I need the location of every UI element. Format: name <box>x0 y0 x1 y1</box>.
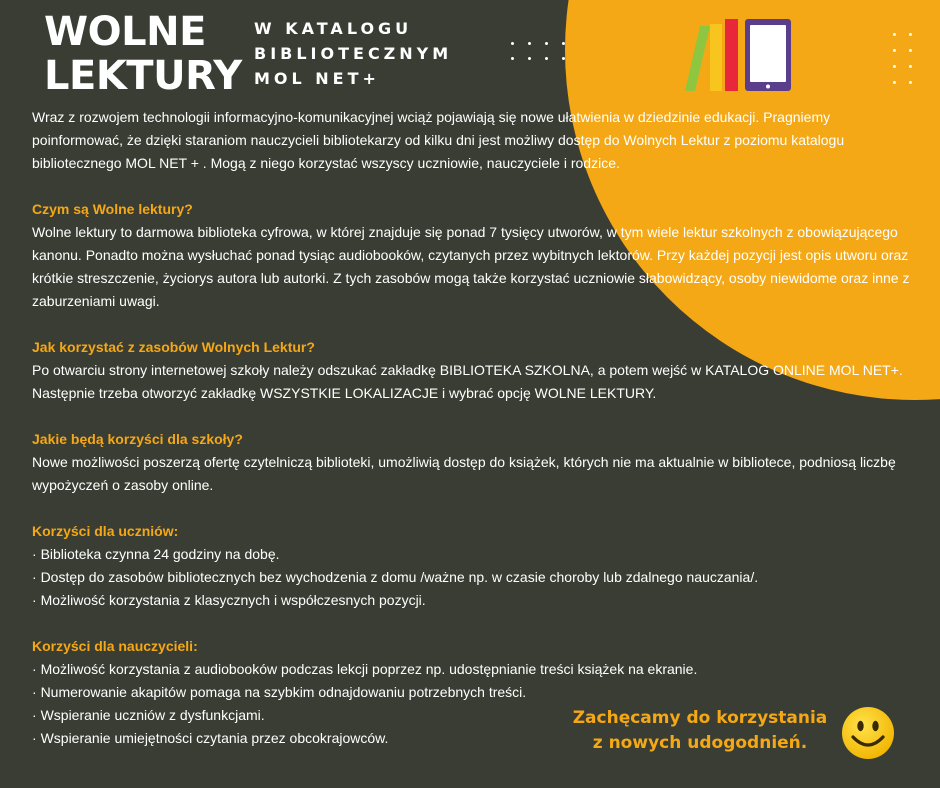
intro-paragraph: Wraz z rozwojem technologii informacyjno-komunikacyjnej wciąż pojawiają się nowe ułatwienia w dziedzinie edukacji. Pragniemy poinformować, że dzięki staraniom nauczycieli bibliotekarzy od kilku dni jest możliwy dostęp do Wolnych Lektur z poziomu katalogu bibliotecznego MOL NET + . Mogą z niego korzystać wszyscy uczniowie, nauczyciele i rodzice. <box>32 109 845 171</box>
dots-decoration-right <box>893 33 912 84</box>
section-students-heading: Korzyści dla uczniów: <box>32 523 179 539</box>
subtitle-line-3: MOL NET+ <box>254 69 380 88</box>
list-item: · Możliwość korzystania z klasycznych i współczesnych pozycji. <box>32 589 912 612</box>
logo-line-2: LEKTURY <box>44 53 242 99</box>
section-what <box>32 198 912 313</box>
section-school-heading: Jakie będą korzyści dla szkoły? <box>32 431 243 447</box>
students-benefits-list <box>32 543 912 612</box>
logo-title <box>44 10 242 98</box>
section-how <box>32 336 912 405</box>
section-what-heading: Czym są Wolne lektury? <box>32 201 193 217</box>
logo-line-1: WOLNE <box>44 9 206 55</box>
books-icon <box>660 16 800 96</box>
cta-line-2: z nowych udogodnień. <box>592 733 808 753</box>
section-how-heading: Jak korzystać z zasobów Wolnych Lektur? <box>32 339 315 355</box>
subtitle-line-2: BIBLIOTECZNYM <box>254 44 453 63</box>
subtitle <box>254 16 452 91</box>
section-school-body: Nowe możliwości poszerzą ofertę czytelniczą biblioteki, umożliwią dostęp do książek, których nie ma aktualnie w bibliotece, podniosą liczbę wypożyczeń o zasoby online. <box>32 454 896 493</box>
content <box>32 106 912 773</box>
dots-decoration-left <box>511 42 565 60</box>
tablet-icon <box>745 19 791 91</box>
section-school <box>32 428 912 497</box>
list-item: · Wspieranie uczniów z dysfunkcjami. <box>32 704 912 727</box>
list-item: · Biblioteka czynna 24 godziny na dobę. <box>32 543 912 566</box>
section-students <box>32 520 912 612</box>
list-item: · Możliwość korzystania z audiobooków podczas lekcji poprzez np. udostępnianie treści książek na ekranie. <box>32 658 912 681</box>
section-teachers-heading: Korzyści dla nauczycieli: <box>32 638 198 654</box>
subtitle-line-1: W KATALOGU <box>254 19 413 38</box>
list-item: · Dostęp do zasobów bibliotecznych bez wychodzenia z domu /ważne np. w czasie choroby lub zdalnego nauczania/. <box>32 566 912 589</box>
section-how-body: Po otwarciu strony internetowej szkoły należy odszukać zakładkę BIBLIOTEKA SZKOLNA, a potem wejść w KATALOG ONLINE MOL NET+. Następnie trzeba otworzyć zakładkę WSZYSTKIE LOKALIZACJE i wybrać opcję WOLNE LEKTURY. <box>32 362 903 401</box>
cta-line-1: Zachęcamy do korzystania <box>572 708 828 728</box>
call-to-action <box>565 706 835 756</box>
list-item: · Wspieranie umiejętności czytania przez obcokrajowców. <box>32 727 912 750</box>
smiley-icon <box>841 706 895 760</box>
section-what-body: Wolne lektury to darmowa biblioteka cyfrowa, w której znajduje się ponad 7 tysięcy utworów, w tym wiele lektur szkolnych z obowiązującego kanonu. Ponadto można wysłuchać ponad tysiąc audiobooków, czytanych przez wybitnych lektorów. Przy każdej pozycji jest opis utworu oraz krótkie streszczenie, życiorys autora lub autorki. Z tych zasobów mogą także korzystać uczniowie słabowidzący, osoby niewidome oraz inne z zaburzeniami uwagi. <box>32 224 910 309</box>
list-item: · Numerowanie akapitów pomaga na szybkim odnajdowaniu potrzebnych treści. <box>32 681 912 704</box>
